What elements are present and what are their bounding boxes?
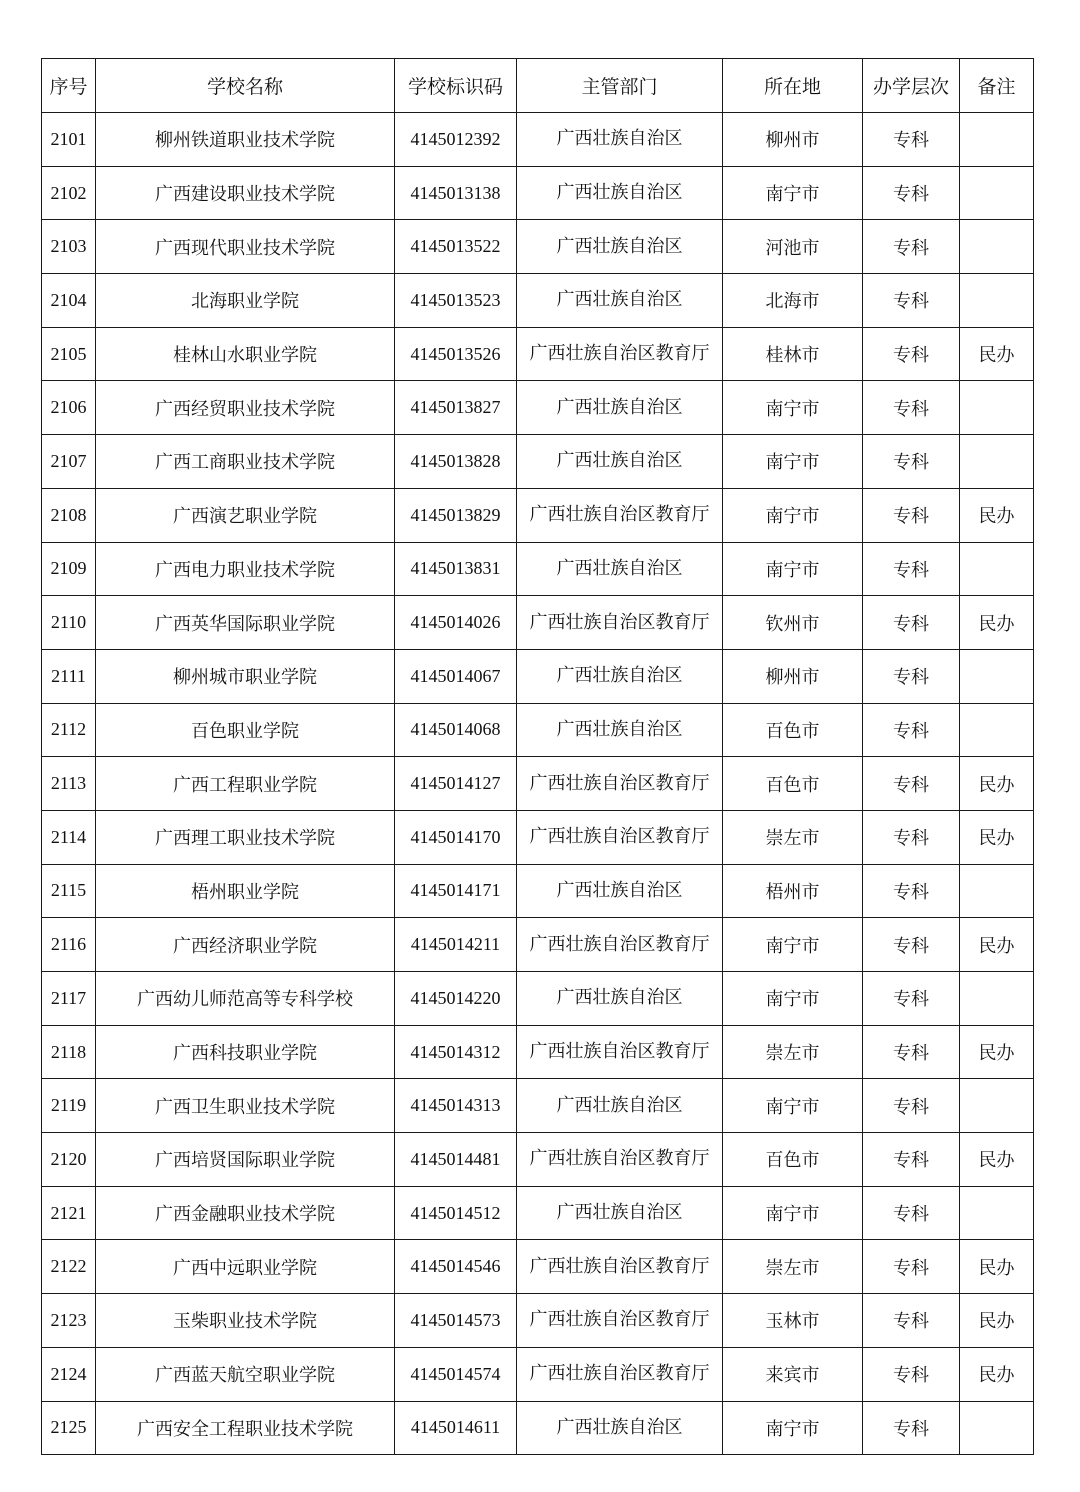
table-row <box>42 381 1034 435</box>
cell-department <box>517 220 723 274</box>
cell-school-code: 4145014170 <box>395 810 517 864</box>
cell-school-code: 4145014220 <box>395 972 517 1026</box>
cell-index: 2118 <box>42 1025 96 1079</box>
cell-department-text: 广西壮族自治区 <box>556 182 683 204</box>
cell-school-code: 4145014171 <box>395 864 517 918</box>
cell-level: 专科 <box>863 435 960 489</box>
cell-school-name: 北海职业学院 <box>96 274 395 328</box>
cell-level: 专科 <box>863 810 960 864</box>
cell-department-text: 广西壮族自治区 <box>556 718 683 740</box>
cell-department <box>517 435 723 489</box>
cell-department <box>517 596 723 650</box>
cell-note <box>960 972 1034 1026</box>
school-list-sheet <box>41 58 1033 1455</box>
cell-index: 2102 <box>42 166 96 220</box>
table-row <box>42 1347 1034 1401</box>
cell-location: 南宁市 <box>723 972 863 1026</box>
cell-department-text: 广西壮族自治区 <box>556 235 683 257</box>
cell-note: 民办 <box>960 1133 1034 1187</box>
cell-school-name: 广西理工职业技术学院 <box>96 810 395 864</box>
cell-location: 崇左市 <box>723 1025 863 1079</box>
cell-department <box>517 649 723 703</box>
cell-school-name: 玉柴职业技术学院 <box>96 1294 395 1348</box>
table-row <box>42 757 1034 811</box>
cell-school-name: 桂林山水职业学院 <box>96 327 395 381</box>
cell-note <box>960 113 1034 167</box>
cell-department-text: 广西壮族自治区 <box>556 450 683 472</box>
cell-department <box>517 1133 723 1187</box>
cell-level: 专科 <box>863 1133 960 1187</box>
table-row <box>42 542 1034 596</box>
cell-index: 2103 <box>42 220 96 274</box>
cell-location: 崇左市 <box>723 1240 863 1294</box>
cell-location: 南宁市 <box>723 1079 863 1133</box>
cell-index: 2120 <box>42 1133 96 1187</box>
cell-location: 南宁市 <box>723 435 863 489</box>
cell-school-name: 广西经济职业学院 <box>96 918 395 972</box>
header-location: 所在地 <box>723 59 863 113</box>
cell-level: 专科 <box>863 1240 960 1294</box>
cell-department <box>517 918 723 972</box>
cell-school-name: 广西建设职业技术学院 <box>96 166 395 220</box>
cell-school-code: 4145013522 <box>395 220 517 274</box>
cell-school-code: 4145013526 <box>395 327 517 381</box>
cell-department <box>517 757 723 811</box>
cell-level: 专科 <box>863 166 960 220</box>
cell-location: 北海市 <box>723 274 863 328</box>
cell-department-text: 广西壮族自治区 <box>556 1416 683 1438</box>
header-school-name: 学校名称 <box>96 59 395 113</box>
cell-department <box>517 1079 723 1133</box>
cell-school-name: 广西中远职业学院 <box>96 1240 395 1294</box>
cell-location: 梧州市 <box>723 864 863 918</box>
cell-level: 专科 <box>863 757 960 811</box>
cell-location: 南宁市 <box>723 542 863 596</box>
cell-department-text: 广西壮族自治区 <box>556 128 683 150</box>
cell-school-name: 梧州职业学院 <box>96 864 395 918</box>
cell-school-code: 4145013827 <box>395 381 517 435</box>
cell-school-code: 4145014211 <box>395 918 517 972</box>
cell-school-code: 4145014573 <box>395 1294 517 1348</box>
cell-school-code: 4145014611 <box>395 1401 517 1455</box>
cell-school-code: 4145013831 <box>395 542 517 596</box>
cell-department-text: 广西壮族自治区 <box>556 879 683 901</box>
cell-department <box>517 1401 723 1455</box>
cell-level: 专科 <box>863 1347 960 1401</box>
header-row <box>42 59 1034 113</box>
cell-department <box>517 1240 723 1294</box>
cell-department <box>517 972 723 1026</box>
cell-department-text: 广西壮族自治区教育厅 <box>529 504 710 526</box>
cell-department-text: 广西壮族自治区教育厅 <box>529 1148 710 1170</box>
cell-note <box>960 864 1034 918</box>
cell-department-text: 广西壮族自治区 <box>556 289 683 311</box>
cell-department-text: 广西壮族自治区教育厅 <box>529 1363 710 1385</box>
table-row <box>42 596 1034 650</box>
cell-school-name: 广西工商职业技术学院 <box>96 435 395 489</box>
table-row <box>42 1401 1034 1455</box>
cell-level: 专科 <box>863 488 960 542</box>
table-row <box>42 166 1034 220</box>
cell-school-name: 柳州铁道职业技术学院 <box>96 113 395 167</box>
cell-department-text: 广西壮族自治区 <box>556 1094 683 1116</box>
cell-level: 专科 <box>863 220 960 274</box>
cell-index: 2121 <box>42 1186 96 1240</box>
cell-school-code: 4145012392 <box>395 113 517 167</box>
cell-level: 专科 <box>863 1294 960 1348</box>
cell-note <box>960 1079 1034 1133</box>
cell-school-name: 广西蓝天航空职业学院 <box>96 1347 395 1401</box>
cell-index: 2114 <box>42 810 96 864</box>
cell-location: 玉林市 <box>723 1294 863 1348</box>
cell-school-name: 广西培贤国际职业学院 <box>96 1133 395 1187</box>
cell-department <box>517 488 723 542</box>
cell-department-text: 广西壮族自治区教育厅 <box>529 1041 710 1063</box>
cell-department-text: 广西壮族自治区 <box>556 987 683 1009</box>
cell-department <box>517 810 723 864</box>
cell-note <box>960 381 1034 435</box>
table-row <box>42 1186 1034 1240</box>
cell-department <box>517 1294 723 1348</box>
cell-department-text: 广西壮族自治区 <box>556 1202 683 1224</box>
cell-school-name: 广西电力职业技术学院 <box>96 542 395 596</box>
cell-school-name: 广西安全工程职业技术学院 <box>96 1401 395 1455</box>
table-row <box>42 435 1034 489</box>
cell-level: 专科 <box>863 1401 960 1455</box>
cell-department <box>517 381 723 435</box>
cell-index: 2104 <box>42 274 96 328</box>
cell-note <box>960 166 1034 220</box>
cell-level: 专科 <box>863 972 960 1026</box>
cell-school-code: 4145013828 <box>395 435 517 489</box>
cell-school-code: 4145014127 <box>395 757 517 811</box>
school-table <box>41 58 1034 1455</box>
table-row <box>42 1294 1034 1348</box>
cell-location: 河池市 <box>723 220 863 274</box>
cell-index: 2112 <box>42 703 96 757</box>
cell-note: 民办 <box>960 1347 1034 1401</box>
cell-school-name: 广西工程职业学院 <box>96 757 395 811</box>
cell-school-code: 4145014574 <box>395 1347 517 1401</box>
cell-school-name: 广西幼儿师范高等专科学校 <box>96 972 395 1026</box>
cell-level: 专科 <box>863 864 960 918</box>
cell-index: 2113 <box>42 757 96 811</box>
cell-index: 2110 <box>42 596 96 650</box>
cell-location: 南宁市 <box>723 1186 863 1240</box>
cell-school-code: 4145013523 <box>395 274 517 328</box>
cell-level: 专科 <box>863 918 960 972</box>
cell-school-name: 百色职业学院 <box>96 703 395 757</box>
header-department: 主管部门 <box>517 59 723 113</box>
table-row <box>42 918 1034 972</box>
cell-note: 民办 <box>960 1294 1034 1348</box>
cell-note: 民办 <box>960 327 1034 381</box>
cell-note: 民办 <box>960 596 1034 650</box>
cell-location: 来宾市 <box>723 1347 863 1401</box>
table-row <box>42 864 1034 918</box>
cell-school-name: 广西经贸职业技术学院 <box>96 381 395 435</box>
cell-school-name: 广西英华国际职业学院 <box>96 596 395 650</box>
cell-location: 钦州市 <box>723 596 863 650</box>
cell-department <box>517 542 723 596</box>
cell-school-code: 4145014481 <box>395 1133 517 1187</box>
cell-department-text: 广西壮族自治区 <box>556 396 683 418</box>
cell-note: 民办 <box>960 810 1034 864</box>
cell-department-text: 广西壮族自治区教育厅 <box>529 611 710 633</box>
table-row <box>42 220 1034 274</box>
table-row <box>42 703 1034 757</box>
cell-level: 专科 <box>863 327 960 381</box>
cell-index: 2109 <box>42 542 96 596</box>
cell-location: 南宁市 <box>723 918 863 972</box>
cell-department-text: 广西壮族自治区教育厅 <box>529 1309 710 1331</box>
cell-department-text: 广西壮族自治区 <box>556 665 683 687</box>
cell-department-text: 广西壮族自治区教育厅 <box>529 1255 710 1277</box>
cell-school-name: 广西演艺职业学院 <box>96 488 395 542</box>
cell-school-code: 4145014546 <box>395 1240 517 1294</box>
cell-note <box>960 703 1034 757</box>
cell-school-code: 4145013138 <box>395 166 517 220</box>
cell-location: 南宁市 <box>723 488 863 542</box>
cell-level: 专科 <box>863 1079 960 1133</box>
cell-index: 2125 <box>42 1401 96 1455</box>
table-row <box>42 1133 1034 1187</box>
cell-level: 专科 <box>863 113 960 167</box>
cell-level: 专科 <box>863 542 960 596</box>
table-body <box>42 113 1034 1455</box>
cell-school-code: 4145014313 <box>395 1079 517 1133</box>
cell-note <box>960 435 1034 489</box>
cell-index: 2116 <box>42 918 96 972</box>
cell-school-code: 4145014512 <box>395 1186 517 1240</box>
cell-school-code: 4145014026 <box>395 596 517 650</box>
cell-note <box>960 274 1034 328</box>
cell-level: 专科 <box>863 1025 960 1079</box>
cell-department-text: 广西壮族自治区教育厅 <box>529 772 710 794</box>
cell-index: 2106 <box>42 381 96 435</box>
header-school-code: 学校标识码 <box>395 59 517 113</box>
cell-index: 2124 <box>42 1347 96 1401</box>
cell-school-name: 柳州城市职业学院 <box>96 649 395 703</box>
cell-note <box>960 1186 1034 1240</box>
cell-note <box>960 649 1034 703</box>
cell-department-text: 广西壮族自治区 <box>556 557 683 579</box>
cell-school-code: 4145013829 <box>395 488 517 542</box>
cell-note: 民办 <box>960 1025 1034 1079</box>
table-row <box>42 972 1034 1026</box>
cell-department <box>517 1186 723 1240</box>
table-row <box>42 327 1034 381</box>
cell-note: 民办 <box>960 1240 1034 1294</box>
cell-note <box>960 542 1034 596</box>
cell-department <box>517 1347 723 1401</box>
cell-index: 2122 <box>42 1240 96 1294</box>
cell-index: 2117 <box>42 972 96 1026</box>
cell-level: 专科 <box>863 703 960 757</box>
cell-department <box>517 327 723 381</box>
cell-location: 桂林市 <box>723 327 863 381</box>
header-note: 备注 <box>960 59 1034 113</box>
cell-note <box>960 1401 1034 1455</box>
cell-location: 南宁市 <box>723 381 863 435</box>
table-row <box>42 810 1034 864</box>
cell-location: 柳州市 <box>723 649 863 703</box>
cell-index: 2108 <box>42 488 96 542</box>
cell-index: 2111 <box>42 649 96 703</box>
cell-department <box>517 113 723 167</box>
cell-index: 2119 <box>42 1079 96 1133</box>
table-row <box>42 1240 1034 1294</box>
cell-level: 专科 <box>863 1186 960 1240</box>
cell-location: 百色市 <box>723 757 863 811</box>
table-row <box>42 649 1034 703</box>
cell-level: 专科 <box>863 596 960 650</box>
cell-school-name: 广西科技职业学院 <box>96 1025 395 1079</box>
table-row <box>42 1025 1034 1079</box>
cell-school-name: 广西金融职业技术学院 <box>96 1186 395 1240</box>
cell-index: 2107 <box>42 435 96 489</box>
cell-location: 崇左市 <box>723 810 863 864</box>
cell-index: 2105 <box>42 327 96 381</box>
cell-location: 南宁市 <box>723 1401 863 1455</box>
cell-note: 民办 <box>960 488 1034 542</box>
cell-location: 南宁市 <box>723 166 863 220</box>
cell-department <box>517 1025 723 1079</box>
table-row <box>42 274 1034 328</box>
cell-level: 专科 <box>863 274 960 328</box>
cell-school-name: 广西现代职业技术学院 <box>96 220 395 274</box>
cell-school-code: 4145014312 <box>395 1025 517 1079</box>
table-row <box>42 113 1034 167</box>
cell-location: 百色市 <box>723 703 863 757</box>
cell-school-code: 4145014068 <box>395 703 517 757</box>
cell-school-code: 4145014067 <box>395 649 517 703</box>
cell-department-text: 广西壮族自治区教育厅 <box>529 933 710 955</box>
cell-location: 柳州市 <box>723 113 863 167</box>
cell-department-text: 广西壮族自治区教育厅 <box>529 826 710 848</box>
cell-index: 2115 <box>42 864 96 918</box>
cell-level: 专科 <box>863 381 960 435</box>
cell-department <box>517 274 723 328</box>
header-index: 序号 <box>42 59 96 113</box>
table-row <box>42 1079 1034 1133</box>
cell-level: 专科 <box>863 649 960 703</box>
cell-index: 2101 <box>42 113 96 167</box>
header-level: 办学层次 <box>863 59 960 113</box>
cell-location: 百色市 <box>723 1133 863 1187</box>
cell-school-name: 广西卫生职业技术学院 <box>96 1079 395 1133</box>
cell-note: 民办 <box>960 757 1034 811</box>
cell-note <box>960 220 1034 274</box>
cell-department <box>517 703 723 757</box>
cell-department <box>517 864 723 918</box>
cell-department <box>517 166 723 220</box>
cell-note: 民办 <box>960 918 1034 972</box>
cell-department-text: 广西壮族自治区教育厅 <box>529 343 710 365</box>
table-row <box>42 488 1034 542</box>
cell-index: 2123 <box>42 1294 96 1348</box>
